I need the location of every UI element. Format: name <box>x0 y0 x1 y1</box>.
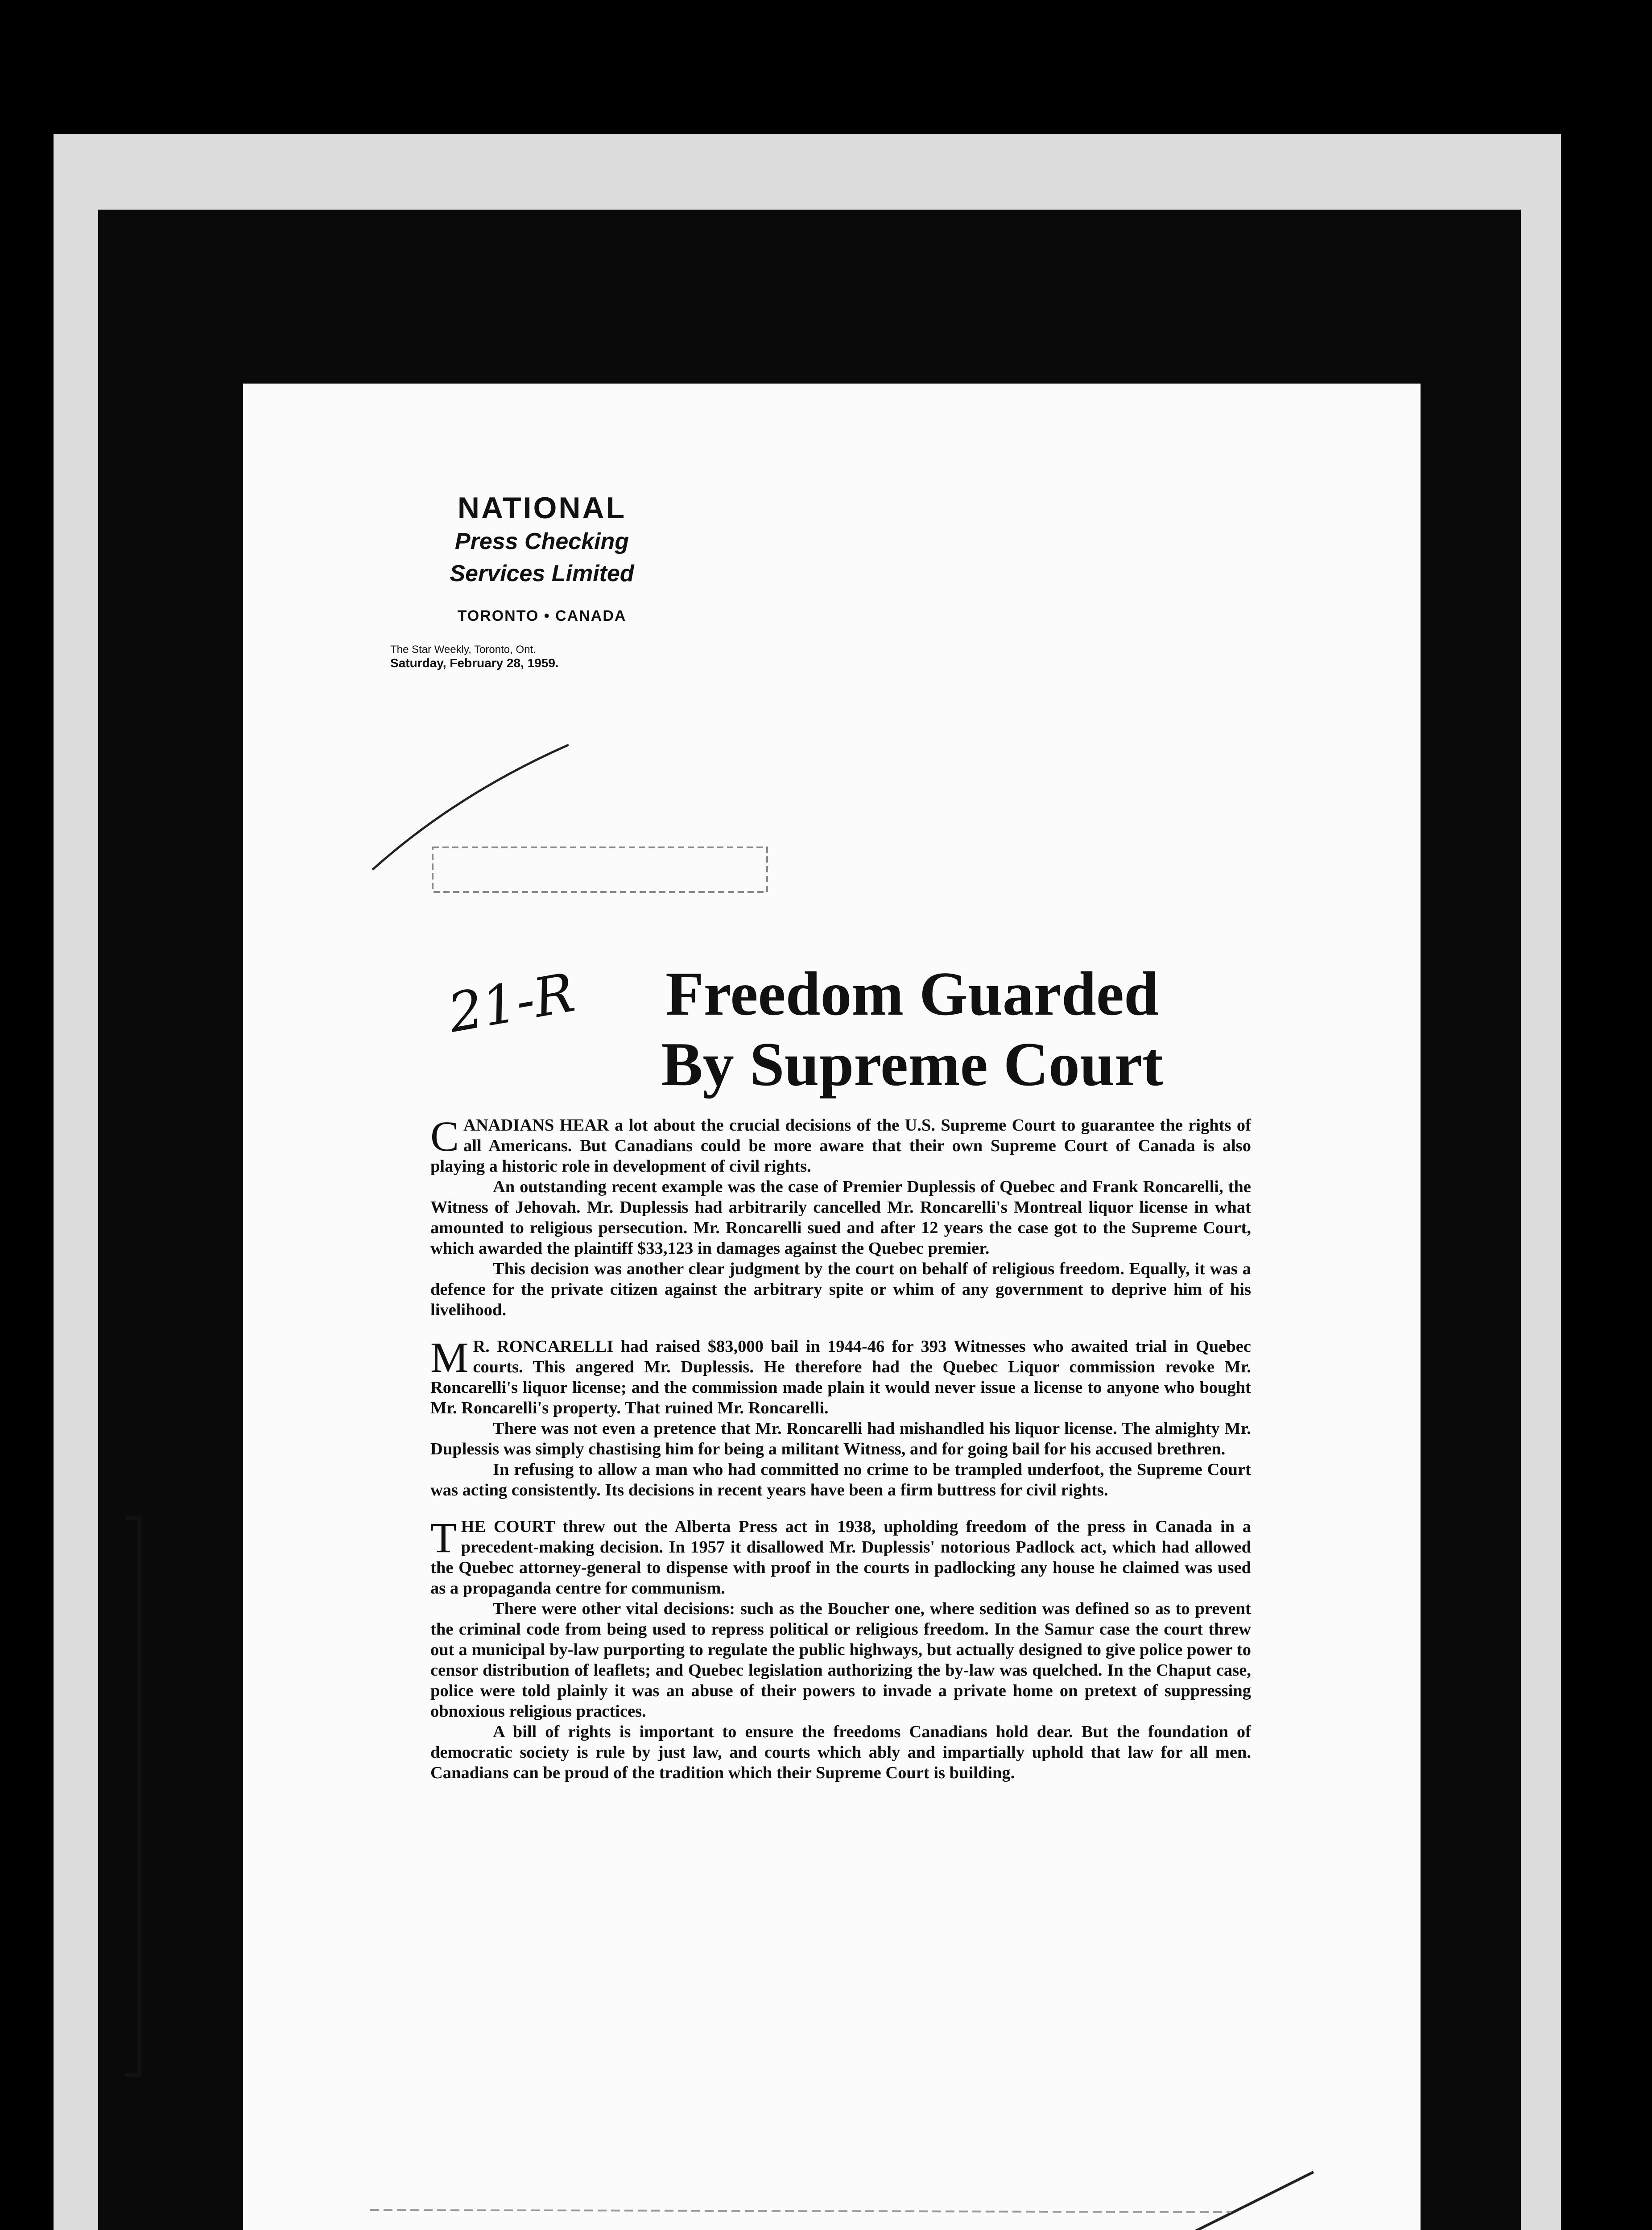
letterhead-city: TORONTO • CANADA <box>457 607 627 624</box>
source-publication: The Star Weekly, Toronto, Ont. <box>390 644 536 656</box>
article-paragraph: CANADIANS HEAR a lot about the crucial decisions of the U.S. Supreme Court to guarantee the rights of all Americans. But Canadians could be more aware that their own Supreme Court of Canada is also playing a historic role in development of civil rights. <box>430 1112 1251 1176</box>
article-paragraph: M R. RONCARELLI had raised $83,000 bail in 1944-46 for 393 Witnesses who awaited trial in Quebec courts. This angered Mr. Duplessis. He therefore had the Quebec Liquor commission revoke Mr. Roncarelli's liquor license; and the commission made plain it would never issue a license to anyone who bought Mr. Roncarelli's property. That ruined Mr. Roncarelli. <box>430 1334 1251 1417</box>
faded-stamp-box <box>430 845 769 894</box>
letterhead-line-2: Services Limited <box>450 561 634 586</box>
article-paragraph: In refusing to allow a man who had committed no crime to be trampled underfoot, the Supreme Court was acting consistently. Its decisions in recent years have been a firm buttress for civil rights. <box>430 1460 1251 1499</box>
article-paragraph: This decision was another clear judgment by the court on behalf of religious freedom. Equally, it was a defence for the private citizen against the arbitrary spite or whim of any government to deprive him of his livelihood. <box>430 1260 1251 1319</box>
pen-stroke-bottom <box>1184 2168 1318 2230</box>
drop-cap: T <box>430 1514 457 1561</box>
margin-bracket <box>125 1516 141 2077</box>
headline <box>555 959 1269 1100</box>
article-paragraph: A bill of rights is important to ensure the freedoms Canadians hold dear. But the foundation of democratic society is rule by just law, and courts which ably and impartially uphold that law for all men. Canadians can be proud of the tradition which their Supreme Court is building. <box>430 1722 1251 1782</box>
publication-date: Saturday, February 28, 1959. <box>390 656 559 670</box>
article-paragraph: An outstanding recent example was the case of Premier Duplessis of Quebec and Frank Roncarelli, the Witness of Jehovah. Mr. Duplessis had arbitrarily cancelled Mr. Roncarelli's Montreal liquor license in what amounted to religious persecution. Mr. Roncarelli sued and after 12 years the case got to the Supreme Court, which awarded the plaintiff $33,123 in damages against the Quebec premier. <box>430 1177 1251 1258</box>
letterhead-name: NATIONAL <box>457 491 627 525</box>
article-paragraph: THE COURT threw out the Alberta Press act in 1938, upholding freedom of the press in Canada in a precedent-making decision. In 1957 it disallowed Mr. Duplessis' notorious Padlock act, which had allowed the Quebec attorney-general to dispense with proof in the courts in padlocking any house he claimed was used as a propaganda centre for communism. <box>430 1514 1251 1598</box>
clipping-page <box>243 384 1421 2230</box>
drop-cap: M <box>430 1334 469 1381</box>
press-service-letterhead <box>377 491 707 670</box>
handwritten-mark: 21-R <box>444 962 579 1045</box>
article-paragraph: There were other vital decisions: such as the Boucher one, where sedition was defined so as to prevent the criminal code from being used to repress political or religious freedom. In the Samur case the court threw out a municipal by-law purporting to regulate the public highways, but actually designed to give police power to censor distribution of leaflets; and Quebec legislation authorizing the by-law was quelched. In the Chaput case, police were told plainly it was an abuse of their powers to invade a private home on pretext of suppressing obnoxious religious practices. <box>430 1599 1251 1721</box>
drop-cap: C <box>430 1112 459 1160</box>
article-paragraph: There was not even a pretence that Mr. Roncarelli had mishandled his liquor license. The almighty Mr. Duplessis was simply chastising him for being a militant Witness, and for going bail for his accused brethren. <box>430 1419 1251 1458</box>
article-body <box>430 1112 1251 1783</box>
headline-line-1: Freedom Guarded <box>665 959 1159 1028</box>
letterhead-line-1: Press Checking <box>454 529 629 554</box>
headline-line-2: By Supreme Court <box>661 1030 1163 1099</box>
clipping-bottom-edge <box>368 2203 1233 2217</box>
